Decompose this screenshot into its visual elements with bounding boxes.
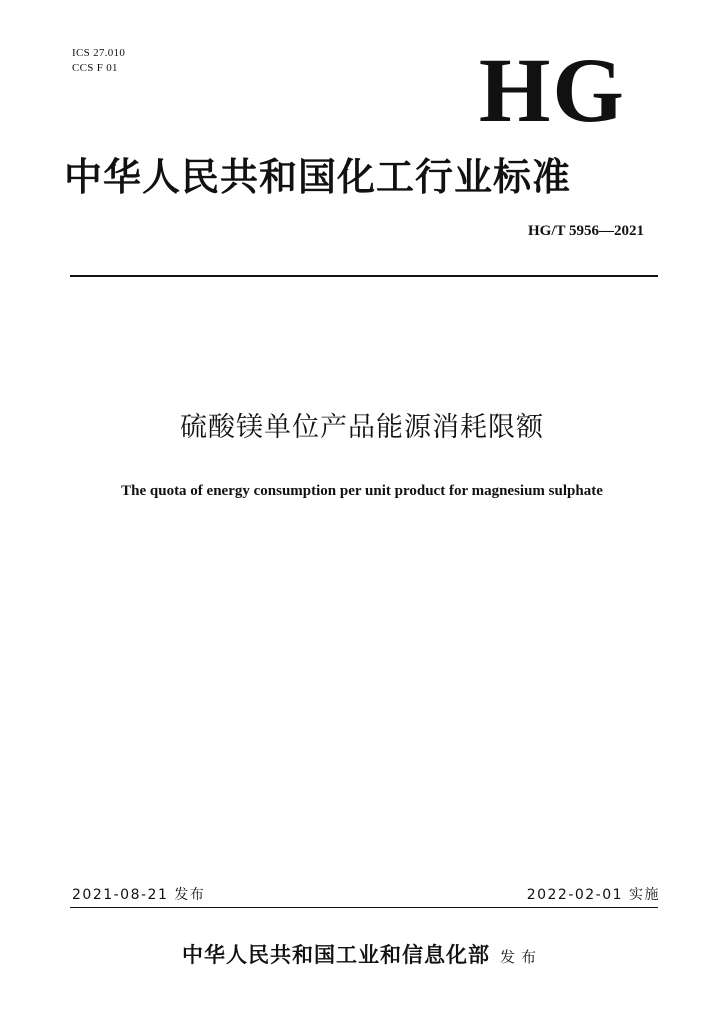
publisher-suffix: 发布 — [499, 948, 542, 966]
document-title-chinese: 硫酸镁单位产品能源消耗限额 — [180, 412, 544, 443]
implementation-date: 2022-02-01 实施 — [526, 887, 660, 903]
classification-codes — [72, 46, 125, 76]
publisher-name: 中华人民共和国工业和信息化部 — [181, 942, 490, 967]
document-title-english: The quota of energy consumption per unit product for magnesium sulphate — [121, 483, 603, 499]
ccs-code: CCS F 01 — [72, 62, 118, 74]
standard-org-title: 中华人民共和国化工行业标准 — [64, 154, 572, 199]
header-divider — [70, 275, 658, 277]
publisher-line — [0, 940, 724, 972]
ics-code: ICS 27.010 — [72, 47, 126, 59]
standard-number: HG/T 5956—2021 — [528, 223, 644, 239]
issue-date: 2021-08-21 发布 — [72, 887, 206, 903]
footer-divider — [70, 907, 658, 908]
hg-logo: HG — [478, 39, 626, 141]
